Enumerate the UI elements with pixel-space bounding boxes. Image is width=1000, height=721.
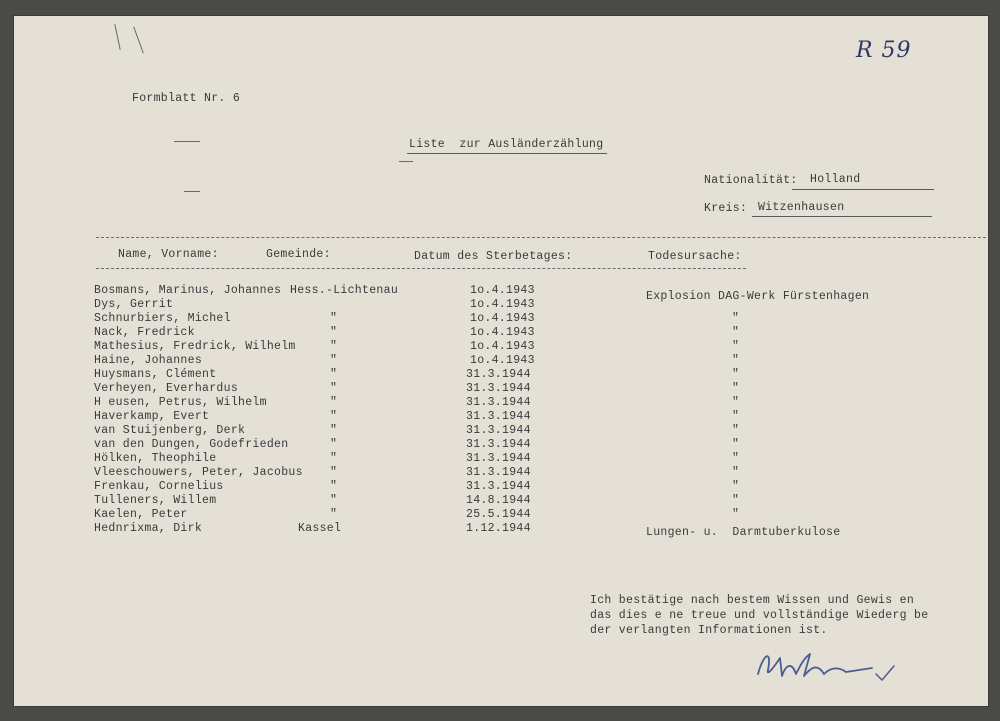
row-cause: Explosion DAG-Werk Fürstenhagen	[646, 290, 870, 303]
row-date: 31.3.1944	[466, 368, 531, 381]
row-cause: "	[732, 340, 740, 353]
signature-icon	[754, 644, 904, 688]
row-name: Kaelen, Peter	[94, 508, 188, 521]
row-name: Hölken, Theophile	[94, 452, 217, 465]
row-date: 31.3.1944	[466, 452, 531, 465]
row-cause: "	[732, 312, 740, 325]
confirmation-line-2: das dies e ne treue und vollständige Wiederg be	[590, 609, 929, 622]
header-separator-top	[96, 237, 986, 238]
row-date: 31.3.1944	[466, 424, 531, 437]
form-label: Formblatt Nr. 6	[132, 92, 241, 105]
row-name: Huysmans, Clément	[94, 368, 217, 381]
row-municipality: "	[330, 452, 338, 465]
row-cause: "	[732, 508, 740, 521]
column-header-death-date: Datum des Sterbetages:	[414, 250, 573, 263]
row-cause: "	[732, 326, 740, 339]
row-name: van den Dungen, Godefrieden	[94, 438, 289, 451]
column-header-name: Name, Vorname:	[118, 248, 219, 261]
row-municipality: "	[330, 466, 338, 479]
row-cause: "	[732, 494, 740, 507]
nationality-underline	[792, 189, 934, 190]
row-municipality: "	[330, 494, 338, 507]
row-municipality: Kassel	[298, 522, 342, 535]
row-date: 31.3.1944	[466, 480, 531, 493]
row-name: van Stuijenberg, Derk	[94, 424, 246, 437]
row-date: 1o.4.1943	[470, 340, 535, 353]
row-name: Tulleners, Willem	[94, 494, 217, 507]
row-date: 31.3.1944	[466, 410, 531, 423]
nationality-value: Holland	[810, 173, 861, 186]
row-municipality: "	[330, 396, 338, 409]
row-name: Verheyen, Everhardus	[94, 382, 239, 395]
row-name: Hednrixma, Dirk	[94, 522, 203, 535]
header-separator-bottom	[96, 268, 746, 269]
row-name: Frenkau, Cornelius	[94, 480, 224, 493]
row-municipality: "	[330, 480, 338, 493]
row-cause: Lungen- u. Darmtuberkulose	[646, 526, 841, 539]
row-cause: "	[732, 410, 740, 423]
row-cause: "	[732, 424, 740, 437]
row-municipality: "	[330, 410, 338, 423]
row-name: Nack, Fredrick	[94, 326, 195, 339]
column-header-municipality: Gemeinde:	[266, 248, 331, 261]
row-name: Schnurbiers, Michel	[94, 312, 231, 325]
district-underline	[752, 216, 932, 217]
column-header-cause: Todesursache:	[648, 250, 742, 263]
pencil-mark	[399, 161, 413, 162]
row-date: 1o.4.1943	[470, 312, 535, 325]
pencil-mark	[184, 191, 200, 192]
title-underline	[407, 153, 607, 154]
row-cause: "	[732, 480, 740, 493]
row-cause: "	[732, 354, 740, 367]
row-cause: "	[732, 466, 740, 479]
row-municipality: "	[330, 312, 338, 325]
confirmation-line-1: Ich bestätige nach bestem Wissen und Gewis en	[590, 594, 915, 607]
row-cause: "	[732, 382, 740, 395]
row-date: 31.3.1944	[466, 396, 531, 409]
row-municipality: "	[330, 424, 338, 437]
row-date: 1o.4.1943	[470, 326, 535, 339]
confirmation-line-3: der verlangten Informationen ist.	[590, 624, 828, 637]
row-name: Mathesius, Fredrick, Wilhelm	[94, 340, 296, 353]
row-name: Dys, Gerrit	[94, 298, 174, 311]
row-date: 14.8.1944	[466, 494, 531, 507]
row-municipality: "	[330, 354, 338, 367]
row-municipality: "	[330, 508, 338, 521]
pencil-mark	[133, 27, 144, 54]
row-date: 1o.4.1943	[470, 354, 535, 367]
document-page	[14, 16, 988, 706]
row-municipality: "	[330, 382, 338, 395]
row-municipality: "	[330, 438, 338, 451]
row-cause: "	[732, 368, 740, 381]
reference-code: R 59	[856, 38, 912, 63]
row-date: 31.3.1944	[466, 438, 531, 451]
row-municipality: "	[330, 340, 338, 353]
list-title: Liste zur Ausländerzählung	[409, 138, 604, 151]
row-date: 1o.4.1943	[470, 298, 535, 311]
row-municipality: Hess.-Lichtenau	[290, 284, 399, 297]
row-date: 1.12.1944	[466, 522, 531, 535]
row-name: Haine, Johannes	[94, 354, 203, 367]
district-label: Kreis:	[704, 202, 748, 215]
row-date: 1o.4.1943	[470, 284, 535, 297]
row-name: Vleeschouwers, Peter, Jacobus	[94, 466, 303, 479]
row-date: 31.3.1944	[466, 382, 531, 395]
pencil-mark	[174, 141, 200, 142]
pencil-mark	[114, 24, 120, 50]
row-name: Haverkamp, Evert	[94, 410, 210, 423]
row-cause: "	[732, 452, 740, 465]
district-value: Witzenhausen	[758, 201, 845, 214]
row-municipality: "	[330, 368, 338, 381]
row-name: Bosmans, Marinus, Johannes	[94, 284, 282, 297]
row-municipality: "	[330, 326, 338, 339]
row-cause: "	[732, 396, 740, 409]
nationality-label: Nationalität:	[704, 174, 798, 187]
row-date: 31.3.1944	[466, 466, 531, 479]
row-date: 25.5.1944	[466, 508, 531, 521]
row-name: H eusen, Petrus, Wilhelm	[94, 396, 267, 409]
row-cause: "	[732, 438, 740, 451]
